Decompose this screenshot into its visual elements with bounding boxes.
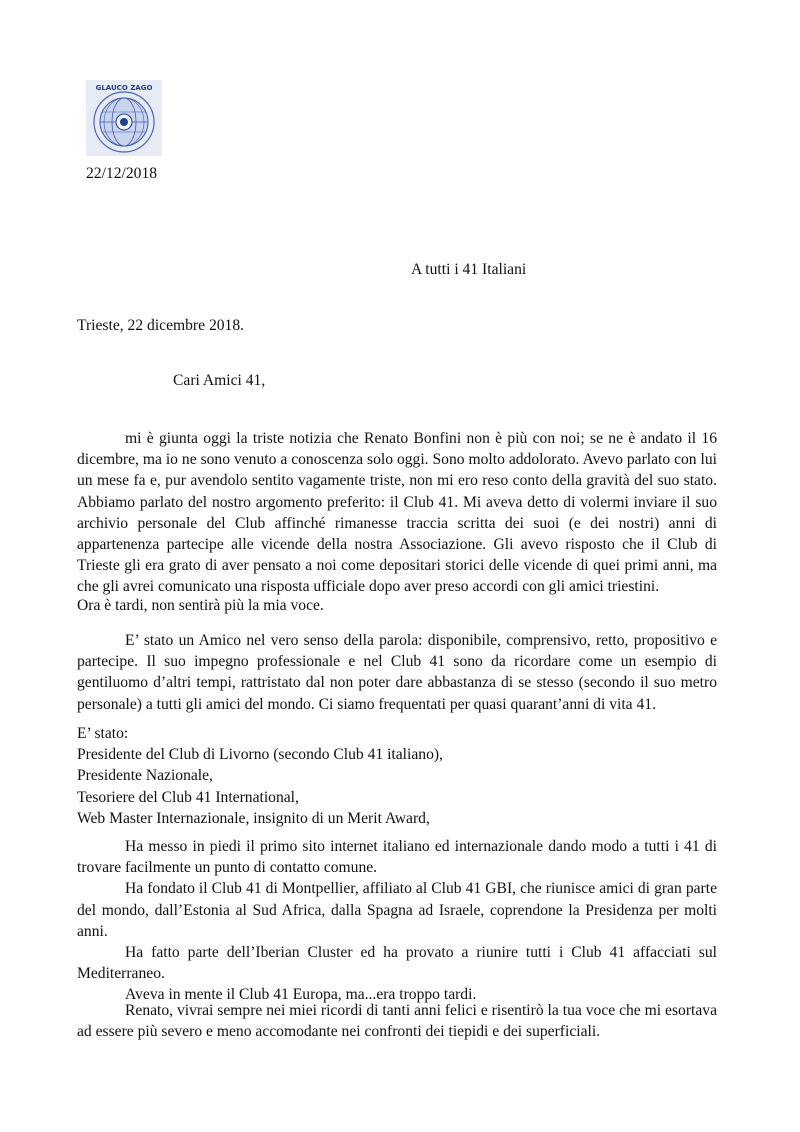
role-item: Web Master Internazionale, insignito di un Merit Award, <box>77 809 430 827</box>
globe-emblem-icon <box>86 80 162 156</box>
paragraph-text: E’ stato un Amico nel vero senso della parola: disponibile, comprensivo, retto, propositivo e partecipe. Il suo impegno professionale e nel Club 41 sono da ricordare come un esempio di gentiluomo d’altri tempi, rattristato dal non poter dare abbastanza di se stesso (secondo il suo metro personale) a tutti gli amici del mondo. Ci siamo frequentati per quasi quarant’anni di vita 41. <box>77 632 717 713</box>
logo-text: GLAUCO ZAGO <box>95 84 153 92</box>
roles-list <box>77 723 717 829</box>
roles-intro: E’ stato: <box>77 725 129 742</box>
paragraph-3 <box>77 630 717 715</box>
paragraph-1 <box>77 428 717 598</box>
achievements-block <box>77 836 717 1006</box>
paragraph-2 <box>77 595 717 616</box>
role-item: Presidente del Club di Livorno (secondo Club 41 italiano), <box>77 746 443 764</box>
paragraph-text: mi è giunta oggi la triste notizia che Renato Bonfini non è più con noi; se ne è andato il 16 dicembre, ma io ne sono venuto a conoscenza solo oggi. Sono molto addolorato. Avevo parlato con lui un mese fa e, pur avendolo sentito vagamente triste, non mi ero reso conto della gravità del suo stato. Abbiamo parlato del nostro argomento preferito: il Club 41. Mi aveva detto di volermi inviare il suo archivio personale del Club affinché rimanesse traccia scritta dei suoi (e dei nostri) anni di appartenenza partecipe alle vicende della nostra Associazione. Gli avevo risposto che il Club di Trieste gli era grato di aver pensato a noi come depositari storici delle vicende di quei primi anni, ma che gli avrei comunicato una risposta ufficiale dopo aver preso accordi con gli amici triestini. <box>77 430 717 596</box>
greeting: Cari Amici 41, <box>173 372 266 389</box>
paragraph-5: Ha messo in piedi il primo sito internet italiano ed internazionale dando modo a tutti i 41 di trovare facilmente un punto di contatto comune. <box>77 838 717 877</box>
paragraph-6: Ha fondato il Club 41 di Montpellier, affiliato al Club 41 GBI, che riunisce amici di gran parte del mondo, dall’Estonia al Sud Africa, dalla Spagna ad Israele, coprendone la Presidenza per molti anni. <box>77 880 717 940</box>
paragraph-text: Ora è tardi, non sentirà più la mia voce. <box>77 597 324 614</box>
place-date: Trieste, 22 dicembre 2018. <box>77 317 245 334</box>
paragraph-7: Ha fatto parte dell’Iberian Cluster ed ha provato a riunire tutti i Club 41 affacciati sul Mediterraneo. <box>77 944 717 983</box>
role-item: Presidente Nazionale, <box>77 767 213 785</box>
recipients-line: A tutti i 41 Italiani <box>411 261 527 278</box>
paragraph-text: Renato, vivrai sempre nei miei ricordi di tanti anni felici e risentirò la tua voce che mi esortava ad essere più severo e meno accomodante nei confronti dei tiepidi e dei superficiali. <box>77 1002 717 1041</box>
closing-paragraph <box>77 1000 717 1042</box>
glauco-zago-logo <box>86 80 162 156</box>
paragraph-7b: Aveva in mente il Club 41 Europa, ma...era troppo tardi. <box>125 986 477 1004</box>
letter-date: 22/12/2018 <box>86 165 158 182</box>
role-item: Tesoriere del Club 41 International, <box>77 788 299 806</box>
